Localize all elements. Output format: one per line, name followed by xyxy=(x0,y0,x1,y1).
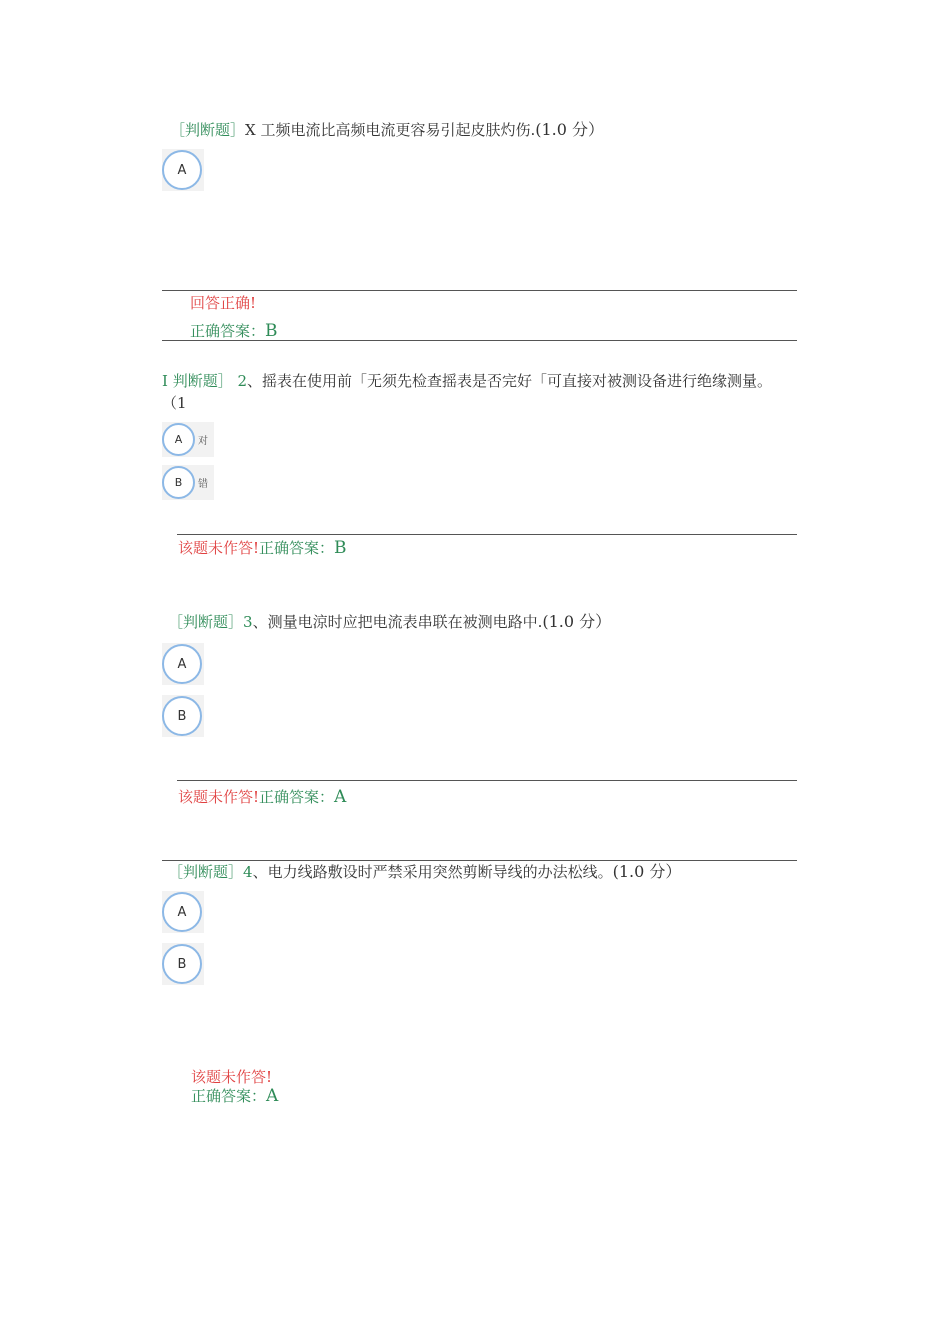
divider xyxy=(162,290,797,291)
question-1 xyxy=(170,120,604,140)
result-line xyxy=(178,537,347,558)
question-4 xyxy=(168,862,681,882)
question-number: 2 xyxy=(237,372,248,390)
question-type-tag: ［判断题］ xyxy=(168,863,244,881)
question-score: (1.0 分） xyxy=(612,862,682,881)
question-text-wrap: （1 xyxy=(162,394,187,412)
question-2 xyxy=(162,371,772,391)
question-text: 、摇表在使用前「无须先检查摇表是否完好「可直接对被测设备进行绝缘测量。 xyxy=(247,372,773,390)
divider xyxy=(177,780,797,781)
divider xyxy=(162,860,797,861)
correct-answer: 正确答案：B xyxy=(190,321,278,341)
correct-answer: 正确答案：A xyxy=(191,1086,279,1106)
correct-answer: A xyxy=(334,787,347,807)
question-text: 、测量电涼时应把电流表串联在被测电路中. xyxy=(252,613,543,631)
option-a[interactable] xyxy=(162,149,204,191)
option-radio[interactable]: B xyxy=(162,696,202,736)
divider xyxy=(177,534,797,535)
option-b[interactable] xyxy=(162,465,214,500)
option-radio[interactable]: A xyxy=(162,644,202,684)
option-label: 错 xyxy=(198,479,208,490)
option-radio[interactable]: A xyxy=(162,892,202,932)
option-label: 对 xyxy=(198,436,208,447)
result-status: 该题未作答! xyxy=(178,539,260,557)
option-radio[interactable]: A xyxy=(162,423,195,456)
result-line xyxy=(178,786,346,807)
option-radio[interactable]: B xyxy=(162,466,195,499)
question-text: X 工频电流比高频电流更容易引起皮肤灼伤. xyxy=(245,121,536,139)
question-text: 、电力线路敷设时严禁采用突然剪断导线的办法松线。 xyxy=(252,863,613,881)
divider xyxy=(162,340,797,341)
correct-answer-label: 正确答案： xyxy=(259,539,335,557)
correct-answer: B xyxy=(334,538,347,558)
question-type-tag: ［判断题］ xyxy=(168,613,244,631)
option-b[interactable] xyxy=(162,695,204,737)
question-number: 3 xyxy=(243,613,253,631)
correct-answer-label: 正确答案： xyxy=(259,788,335,806)
option-a[interactable] xyxy=(162,422,214,457)
result-status: 该题未作答! xyxy=(191,1068,273,1086)
result-status: 该题未作答! xyxy=(178,788,260,806)
question-type-tag: I 判断题］ xyxy=(162,372,233,390)
option-radio[interactable]: B xyxy=(162,944,202,984)
question-type-tag: ［判断题］ xyxy=(170,121,246,139)
option-a[interactable] xyxy=(162,891,204,933)
result-status: 回答正确! xyxy=(190,294,257,312)
question-number: 4 xyxy=(243,863,253,881)
question-3 xyxy=(168,612,611,632)
question-score: (1.0 分） xyxy=(542,612,612,631)
option-b[interactable] xyxy=(162,943,204,985)
option-a[interactable] xyxy=(162,643,204,685)
question-score: (1.0 分） xyxy=(535,120,605,139)
option-radio[interactable]: A xyxy=(162,150,202,190)
